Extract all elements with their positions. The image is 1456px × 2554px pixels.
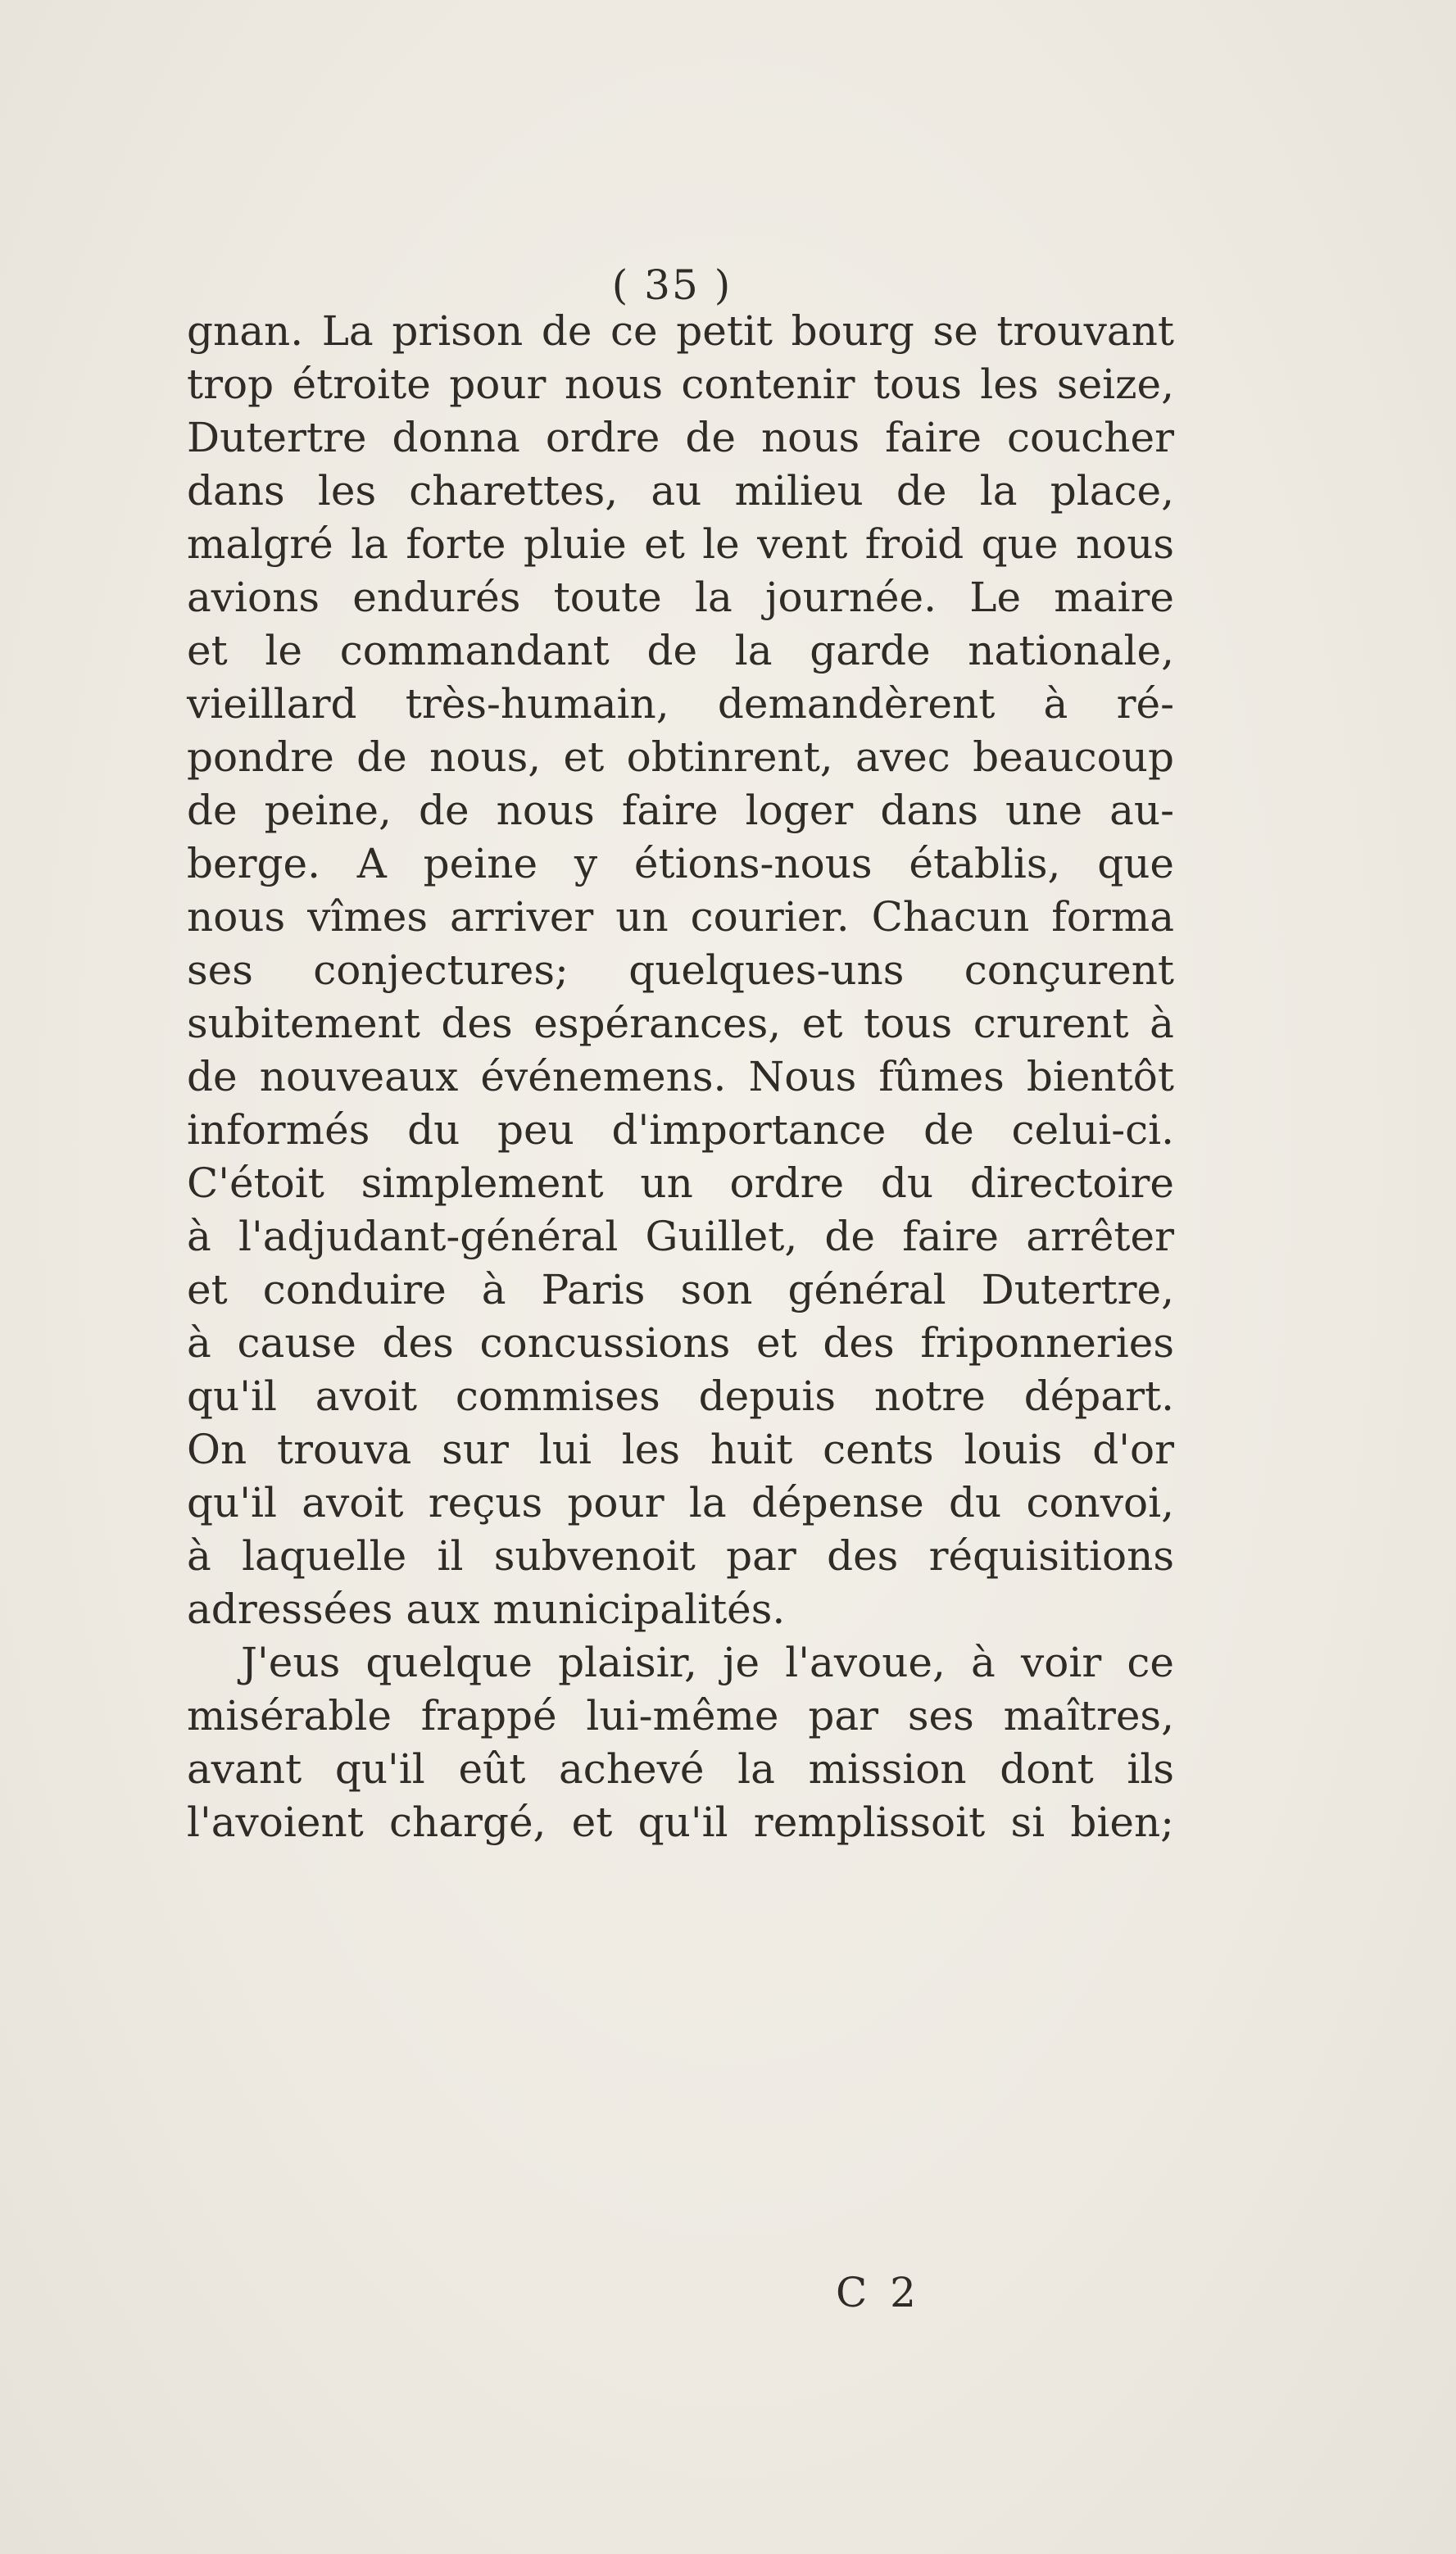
signature-mark: C 2 (836, 2269, 921, 2316)
text-line: nous vîmes arriver un courier. Chacun forma (187, 893, 1174, 941)
text-line: informés du peu d'importance de celui-ci. (187, 1106, 1174, 1154)
text-line: vieillard très-humain, demandèrent à ré- (187, 680, 1174, 728)
text-line: Dutertre donna ordre de nous faire coucher (187, 414, 1174, 461)
text-line: pondre de nous, et obtinrent, avec beaucoup (187, 733, 1174, 781)
text-line: adressées aux municipalités. (187, 1585, 786, 1633)
text-line: à cause des concussions et des friponneries (187, 1319, 1174, 1367)
text-line: misérable frappé lui-même par ses maîtres, (187, 1692, 1174, 1740)
text-line: J'eus quelque plaisir, je l'avoue, à voir ce (241, 1639, 1174, 1686)
text-line: qu'il avoit commises depuis notre départ. (187, 1372, 1174, 1420)
text-line: avant qu'il eût achevé la mission dont ils (187, 1745, 1174, 1793)
text-line: gnan. La prison de ce petit bourg se trouvant (187, 307, 1174, 355)
page-number: ( 35 ) (611, 261, 733, 309)
text-line: dans les charettes, au milieu de la place, (187, 467, 1174, 515)
text-line: de nouveaux événemens. Nous fûmes bientôt (187, 1053, 1174, 1100)
text-line: qu'il avoit reçus pour la dépense du convoi, (187, 1479, 1174, 1527)
text-line: subitement des espérances, et tous crurent à (187, 1000, 1174, 1047)
text-line: et le commandant de la garde nationale, (187, 627, 1174, 674)
paragraph-1 (187, 305, 1174, 1636)
text-line: l'avoient chargé, et qu'il remplissoit si bien; (187, 1799, 1174, 1846)
text-line: ses conjectures; quelques-uns conçurent (187, 946, 1174, 994)
text-line: malgré la forte pluie et le vent froid que nous (187, 520, 1174, 568)
text-line: berge. A peine y étions-nous établis, que (187, 840, 1174, 887)
text-line: de peine, de nous faire loger dans une au- (187, 787, 1174, 834)
body-text (187, 305, 1174, 1849)
text-line: à laquelle il subvenoit par des réquisitions (187, 1532, 1174, 1580)
text-line: On trouva sur lui les huit cents louis d'or (187, 1426, 1174, 1473)
text-line: C'étoit simplement un ordre du directoire (187, 1159, 1174, 1207)
text-line: avions endurés toute la journée. Le maire (187, 574, 1174, 621)
paragraph-2 (187, 1636, 1174, 1849)
text-line: à l'adjudant-général Guillet, de faire arrêter (187, 1213, 1174, 1260)
text-line: et conduire à Paris son général Dutertre, (187, 1266, 1174, 1313)
text-line: trop étroite pour nous contenir tous les seize, (187, 361, 1174, 408)
